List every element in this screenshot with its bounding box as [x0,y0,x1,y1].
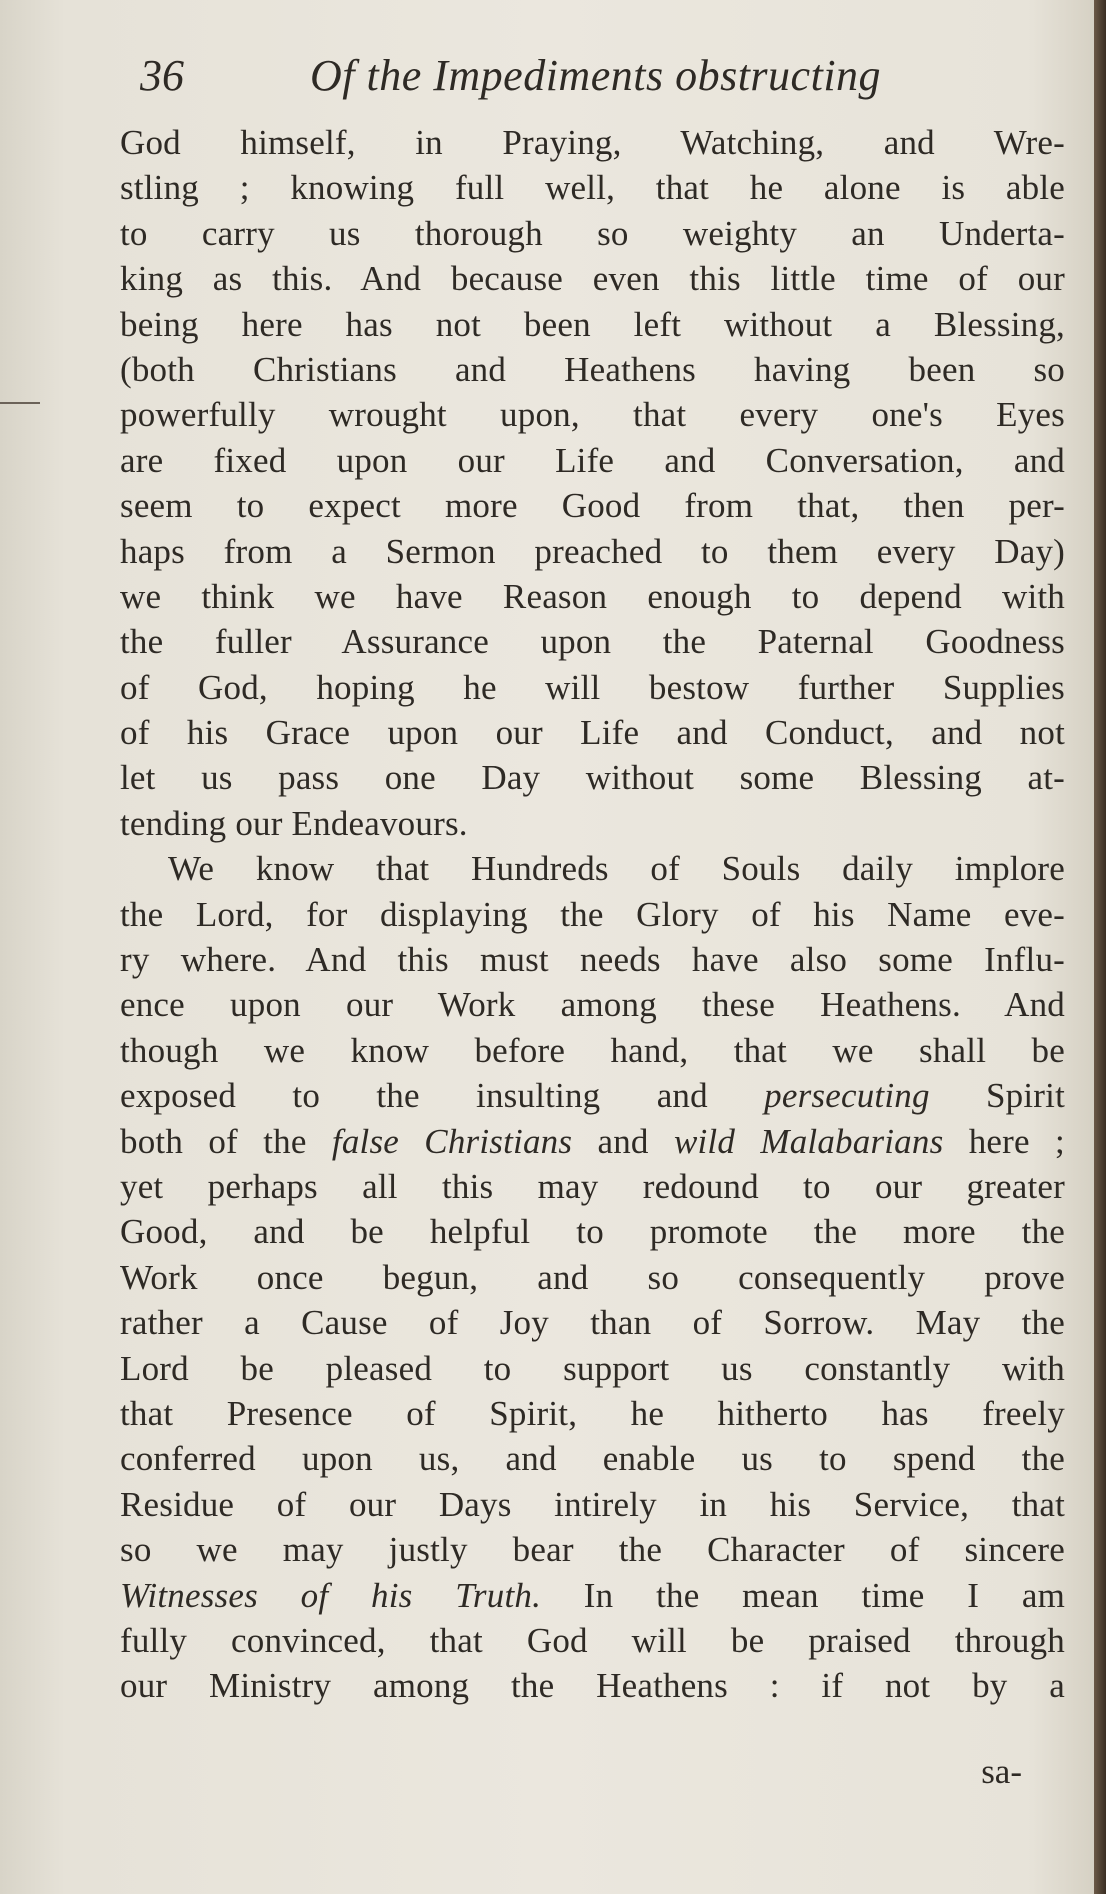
text-line: of God, hoping he will bestow further Supplies [120,667,1065,707]
text-line: Good, and be helpful to promote the more the [120,1212,1065,1252]
text-line: are fixed upon our Life and Conversation, and [120,440,1065,480]
text-line: the fuller Assurance upon the Paternal Goodness [120,622,1065,662]
text-line: haps from a Sermon preached to them every Day) [120,531,1065,571]
page-number: 36 [140,51,184,100]
text-line: our Ministry among the Heathens : if not by a [120,1666,1065,1706]
text-line: (both Christians and Heathens having been so [120,349,1065,389]
text-line: stling ; knowing full well, that he alone is able [120,168,1065,208]
text-line: let us pass one Day without some Blessing at- [120,758,1065,798]
text-line [120,1573,1065,1618]
text-line: king as this. And because even this little time of our [120,259,1065,299]
book-edge [1094,0,1106,1894]
text-line: Residue of our Days intirely in his Service, that [120,1484,1065,1524]
text-line: rather a Cause of Joy than of Sorrow. May the [120,1303,1065,1343]
line-text: here ; [943,1121,1065,1161]
line-text: In the mean time I am [541,1575,1065,1615]
text-line: to carry us thorough so weighty an Underta- [120,213,1065,253]
text-line: powerfully wrought upon, that every one's Eyes [120,395,1065,435]
body-text [120,120,1065,1709]
text-line: seem to expect more Good from that, then per- [120,486,1065,526]
text-line: Lord be pleased to support us constantly with [120,1348,1065,1388]
page-header [140,50,960,108]
text-line: tending our Endeavours. [120,803,468,843]
running-head: Of the Impediments obstructing [310,51,882,100]
line-text: both of the [120,1121,332,1161]
text-line: we think we have Reason enough to depend with [120,576,1065,616]
margin-mark [0,402,40,404]
text-line: fully convinced, that God will be praised through [120,1620,1065,1660]
text-line: God himself, in Praying, Watching, and Wre- [120,123,1065,162]
text-line: the Lord, for displaying the Glory of his Name eve- [120,894,1065,934]
text-line: so we may justly bear the Character of sincere [120,1530,1065,1570]
catchword: sa- [981,1752,1022,1791]
text-line: being here has not been left without a Blessing, [120,304,1065,344]
italic-phrase: Witnesses of his Truth. [120,1575,542,1615]
text-line: of his Grace upon our Life and Conduct, and not [120,713,1065,753]
text-line: conferred upon us, and enable us to spend the [120,1439,1065,1479]
line-text: and [572,1121,674,1161]
italic-phrase: false Christians [331,1121,573,1161]
text-line: though we know before hand, that we shall be [120,1030,1065,1070]
italic-phrase: wild Malabarians [673,1121,944,1161]
italic-phrase: persecuting [764,1076,930,1116]
line-text: Spirit [929,1076,1065,1116]
paragraph-start-line: We know that Hundreds of Souls daily implore [168,849,1065,889]
text-line: yet perhaps all this may redound to our greater [120,1166,1065,1206]
text-line: Work once begun, and so consequently prove [120,1257,1065,1297]
text-line: that Presence of Spirit, he hitherto has freely [120,1393,1065,1433]
text-line: ry where. And this must needs have also some Influ- [120,940,1065,980]
line-text: exposed to the insulting and [120,1076,765,1116]
text-line [120,1119,1065,1164]
text-line [120,1073,1065,1118]
text-line: ence upon our Work among these Heathens. And [120,985,1065,1025]
